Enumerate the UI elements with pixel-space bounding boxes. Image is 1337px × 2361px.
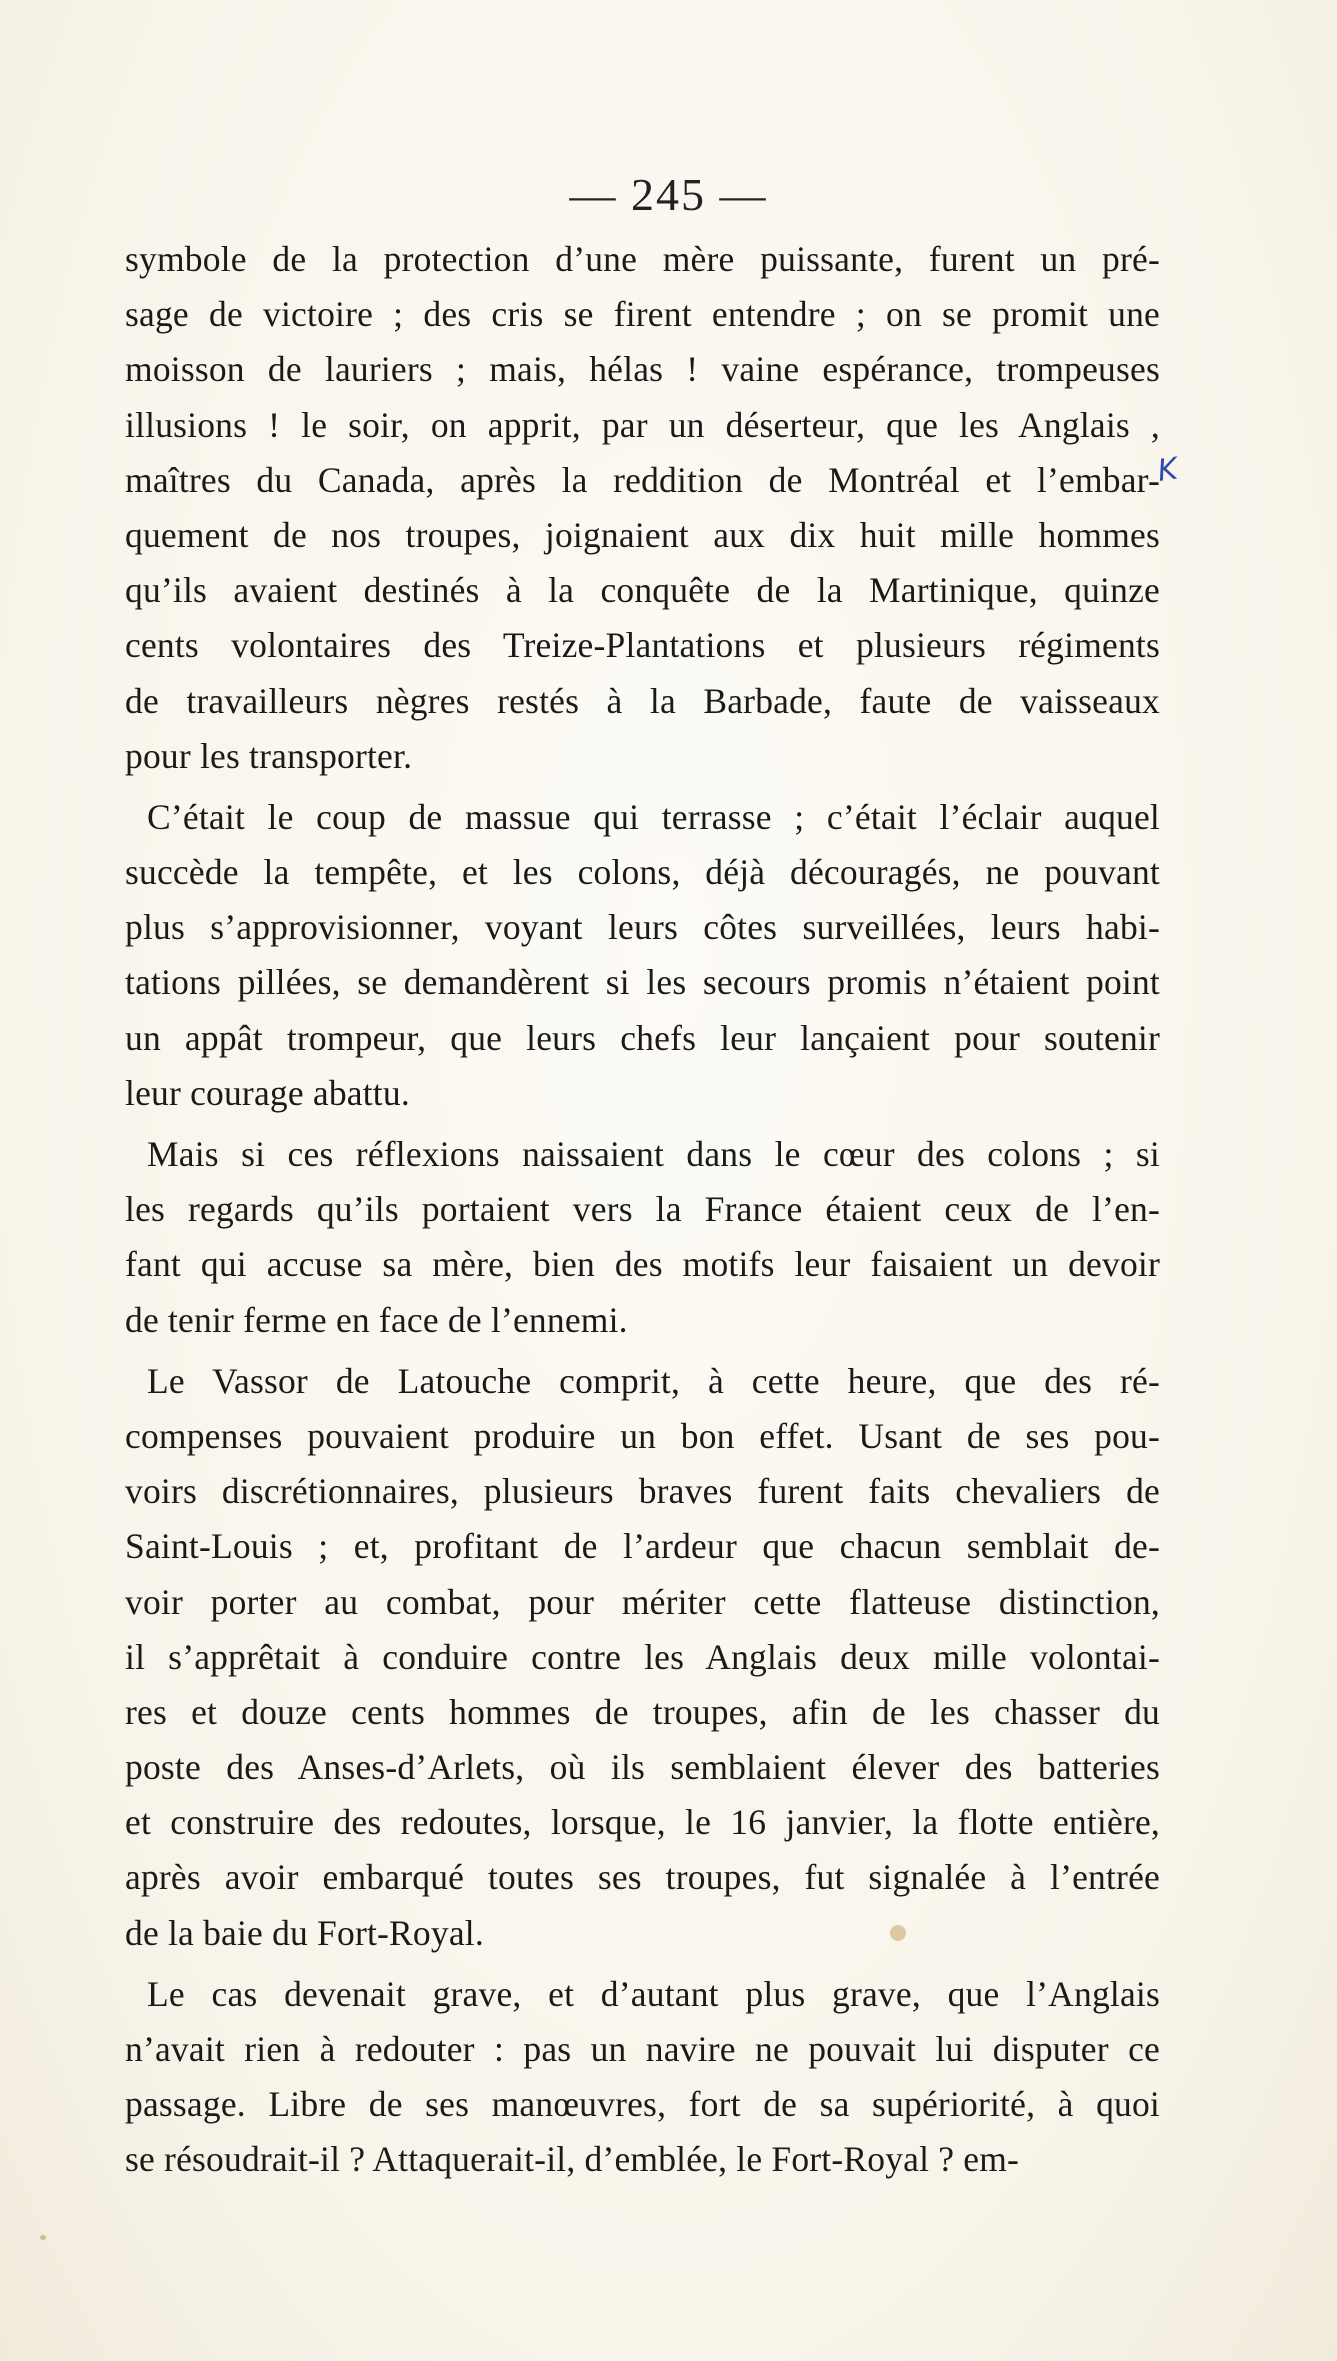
text-line: cents volontaires des Treize-Plantations et plusieurs régiments (125, 625, 1160, 666)
body-text (125, 232, 1160, 2188)
text-line: leur courage abattu. (125, 1072, 410, 1113)
text-line: succède la tempête, et les colons, déjà découragés, ne pouvant (125, 852, 1160, 893)
text-line: voir porter au combat, pour mériter cette flatteuse distinction, (125, 1581, 1160, 1622)
text-line: tations pillées, se demandèrent si les secours promis n’étaient point (125, 962, 1160, 1003)
text-line: Mais si ces réflexions naissaient dans le cœur des colons ; si (147, 1134, 1160, 1174)
text-line: fant qui accuse sa mère, bien des motifs leur faisaient un devoir (125, 1244, 1160, 1285)
text-line: de la baie du Fort-Royal. (125, 1912, 484, 1953)
text-line: illusions ! le soir, on apprit, par un déserteur, que les Anglais , (125, 404, 1160, 445)
text-line: Saint-Louis ; et, profitant de l’ardeur que chacun semblait de- (125, 1526, 1160, 1567)
paragraph (125, 1127, 1160, 1348)
text-line: un appât trompeur, que leurs chefs leur lançaient pour soutenir (125, 1017, 1160, 1058)
text-line: qu’ils avaient destinés à la conquête de la Martinique, quinze (125, 570, 1160, 611)
text-line: passage. Libre de ses manœuvres, fort de sa supériorité, à quoi (125, 2084, 1160, 2125)
paragraph (125, 1354, 1160, 1961)
page-number: — 245 — (569, 169, 768, 220)
margin-annotation: K (1155, 451, 1180, 489)
text-line: de travailleurs nègres restés à la Barbade, faute de vaisseaux (125, 680, 1160, 721)
text-line: Le Vassor de Latouche comprit, à cette heure, que des ré- (147, 1360, 1160, 1401)
text-line: pour les transporter. (125, 735, 413, 776)
text-line: se résoudrait-il ? Attaquerait-il, d’emblée, le Fort-Royal ? em- (125, 2139, 1020, 2180)
text-line: plus s’approvisionner, voyant leurs côtes surveillées, leurs habi- (125, 907, 1160, 948)
text-line: de tenir ferme en face de l’ennemi. (125, 1299, 628, 1340)
text-line: Le cas devenait grave, et d’autant plus grave, que l’Anglais (147, 1973, 1160, 2014)
text-line: moisson de lauriers ; mais, hélas ! vaine espérance, trompeuses (125, 349, 1160, 390)
paragraph (125, 1967, 1160, 2188)
paragraph (125, 790, 1160, 1121)
text-line: symbole de la protection d’une mère puissante, furent un pré- (125, 239, 1160, 279)
paper-speck (40, 2235, 46, 2240)
text-line: et construire des redoutes, lorsque, le 16 janvier, la flotte entière, (125, 1802, 1160, 1843)
text-line: il s’apprêtait à conduire contre les Anglais deux mille volontai- (125, 1636, 1160, 1677)
text-line: voirs discrétionnaires, plusieurs braves furent faits chevaliers de (125, 1471, 1160, 1512)
paragraph (125, 232, 1160, 784)
text-line: sage de victoire ; des cris se firent entendre ; on se promit une (125, 294, 1160, 335)
text-line: compenses pouvaient produire un bon effet. Usant de ses pou- (125, 1415, 1160, 1456)
text-line: maîtres du Canada, après la reddition de Montréal et l’embar- (125, 459, 1160, 500)
text-line: res et douze cents hommes de troupes, afin de les chasser du (125, 1691, 1160, 1732)
text-line: C’était le coup de massue qui terrasse ; c’était l’éclair auquel (147, 796, 1160, 837)
text-line: les regards qu’ils portaient vers la France étaient ceux de l’en- (125, 1189, 1160, 1230)
text-line: après avoir embarqué toutes ses troupes, fut signalée à l’entrée (125, 1857, 1160, 1898)
text-line: quement de nos troupes, joignaient aux dix huit mille hommes (125, 514, 1160, 555)
text-line: poste des Anses-d’Arlets, où ils semblaient élever des batteries (125, 1747, 1160, 1788)
text-line: n’avait rien à redouter : pas un navire ne pouvait lui disputer ce (125, 2029, 1160, 2069)
